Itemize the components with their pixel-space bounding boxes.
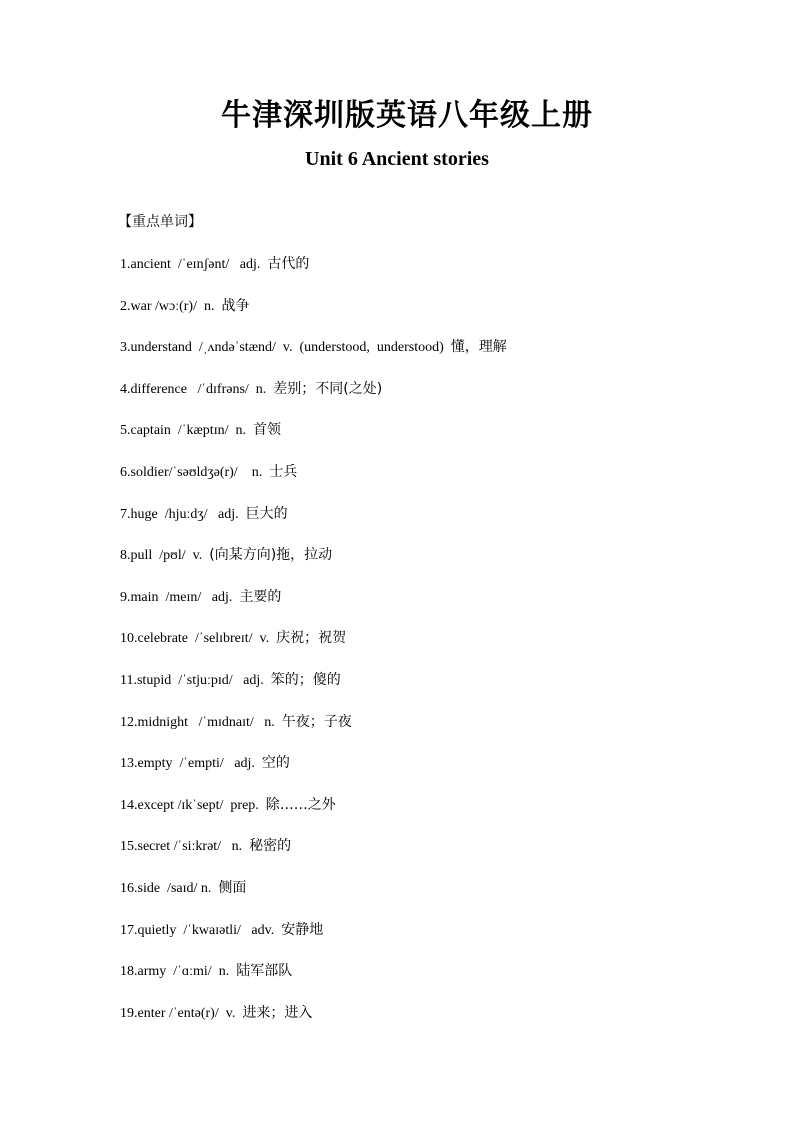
vocabulary-meaning: 侧面 (218, 879, 247, 896)
vocabulary-meaning: 巨大的 (245, 505, 288, 522)
vocabulary-meaning: 古代的 (267, 256, 310, 272)
vocabulary-entry: 4.difference /ˈdɪfrəns/ n. (120, 381, 274, 397)
vocabulary-meaning: 差别；不同(之处) (273, 380, 383, 397)
vocabulary-meaning: 主要的 (239, 588, 282, 605)
vocabulary-meaning: 庆祝；祝贺 (276, 630, 347, 647)
vocabulary-meaning: 午夜；子夜 (281, 713, 352, 730)
vocabulary-entry: 16.side /saɪd/ n. (120, 880, 219, 896)
vocabulary-item (120, 254, 720, 296)
vocabulary-item (120, 920, 720, 962)
vocabulary-entry: 8.pull /pʊl/ v. (120, 548, 210, 564)
vocabulary-entry: 14.except /ɪkˈsept/ prep. (120, 797, 266, 813)
vocabulary-entry: 6.soldier/ˈsəʊldʒə(r)/ n. (120, 464, 270, 480)
vocabulary-entry: 12.midnight /ˈmɪdnaɪt/ n. (120, 714, 282, 730)
vocabulary-meaning: 空的 (261, 755, 290, 772)
vocabulary-meaning: 进来；进入 (242, 1004, 313, 1021)
vocabulary-meaning: 秘密的 (249, 838, 292, 855)
vocabulary-entry: 13.empty /ˈempti/ adj. (120, 756, 262, 772)
vocabulary-entry: 10.celebrate /ˈselɪbreɪt/ v. (120, 631, 277, 647)
vocabulary-meaning: 战争 (221, 297, 250, 314)
vocabulary-entry: 2.war /wɔː(r)/ n. (120, 298, 222, 314)
section-heading: 【重点单词】 (118, 214, 202, 230)
vocabulary-entry: 1.ancient /ˈeɪnʃənt/ adj. (120, 257, 268, 272)
vocabulary-item (120, 1003, 720, 1045)
vocabulary-item (120, 379, 720, 421)
vocabulary-meaning: 士兵 (269, 463, 298, 480)
document-title: 牛津深圳版英语八年级上册 (221, 98, 593, 133)
vocabulary-item (120, 545, 720, 587)
vocabulary-entry: 3.understand /ˌʌndəˈstænd/ v. (understood, understood) (120, 340, 451, 356)
vocabulary-list (120, 254, 720, 1044)
vocabulary-meaning: 陆军部队 (236, 963, 293, 980)
document-subtitle: Unit 6 Ancient stories (305, 148, 489, 170)
vocabulary-meaning: 安静地 (281, 921, 324, 938)
vocabulary-entry: 18.army /ˈɑːmi/ n. (120, 964, 237, 980)
vocabulary-entry: 9.main /meɪn/ adj. (120, 589, 240, 605)
vocabulary-item (120, 628, 720, 670)
vocabulary-meaning: 懂，理解 (450, 339, 507, 356)
vocabulary-item (120, 712, 720, 754)
vocabulary-entry: 17.quietly /ˈkwaɪətli/ adv. (120, 922, 282, 938)
vocabulary-item (120, 878, 720, 920)
vocabulary-item (120, 670, 720, 712)
vocabulary-item (120, 296, 720, 338)
vocabulary-meaning: (向某方向)拖，拉动 (209, 547, 333, 564)
vocabulary-item (120, 462, 720, 504)
vocabulary-item (120, 961, 720, 1003)
vocabulary-item (120, 504, 720, 546)
vocabulary-item (120, 836, 720, 878)
vocabulary-meaning: 除……之外 (265, 796, 336, 813)
vocabulary-meaning: 笨的；傻的 (270, 671, 341, 688)
vocabulary-entry: 19.enter /ˈentə(r)/ v. (120, 1005, 243, 1021)
vocabulary-meaning: 首领 (252, 422, 281, 439)
vocabulary-entry: 15.secret /ˈsiːkrət/ n. (120, 839, 250, 855)
vocabulary-item (120, 337, 720, 379)
vocabulary-item (120, 753, 720, 795)
vocabulary-item (120, 587, 720, 629)
vocabulary-item (120, 420, 720, 462)
vocabulary-entry: 7.huge /hjuːdʒ/ adj. (120, 506, 246, 522)
vocabulary-entry: 5.captain /ˈkæptɪn/ n. (120, 423, 253, 439)
vocabulary-entry: 11.stupid /ˈstjuːpɪd/ adj. (120, 672, 271, 688)
vocabulary-item (120, 795, 720, 837)
